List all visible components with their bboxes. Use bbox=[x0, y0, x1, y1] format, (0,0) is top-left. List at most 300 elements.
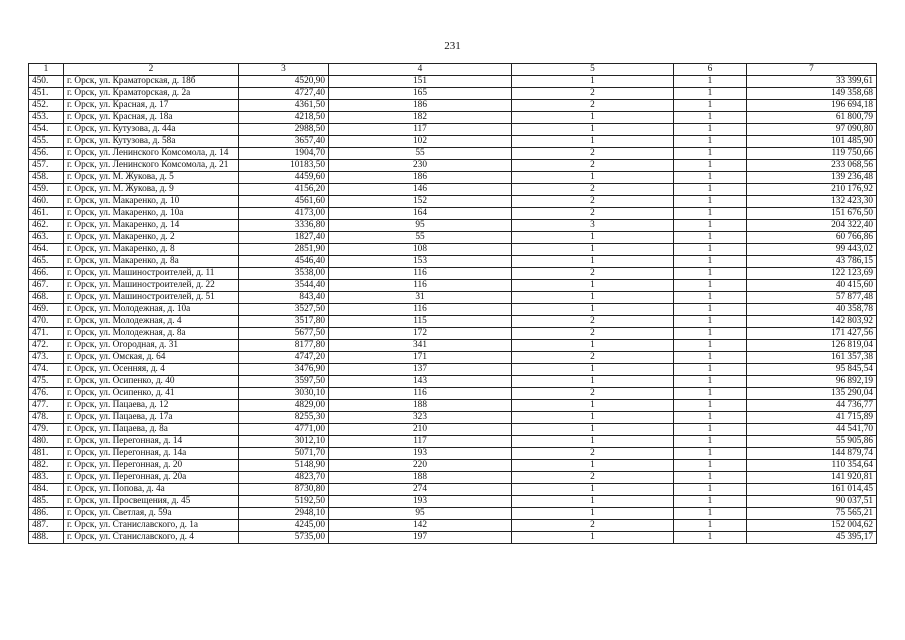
address-cell: г. Орск, ул. Просвещения, д. 45 bbox=[64, 496, 239, 508]
col-6-cell: 1 bbox=[674, 232, 747, 244]
table-row bbox=[29, 172, 877, 184]
header-col-4: 4 bbox=[329, 64, 512, 76]
table-row bbox=[29, 412, 877, 424]
col-6-cell: 1 bbox=[674, 484, 747, 496]
col-4-cell: 341 bbox=[329, 340, 512, 352]
col-7-cell: 132 423,30 bbox=[747, 196, 877, 208]
address-cell: г. Орск, ул. Краматорская, д. 2а bbox=[64, 88, 239, 100]
address-cell: г. Орск, ул. Красная, д. 18а bbox=[64, 112, 239, 124]
col-7-cell: 57 877,48 bbox=[747, 292, 877, 304]
col-6-cell: 1 bbox=[674, 400, 747, 412]
col-6-cell: 1 bbox=[674, 88, 747, 100]
col-5-cell: 1 bbox=[512, 412, 674, 424]
header-col-7: 7 bbox=[747, 64, 877, 76]
col-3-cell: 5071,70 bbox=[239, 448, 329, 460]
header-col-1: 1 bbox=[29, 64, 64, 76]
row-number-cell: 466. bbox=[29, 268, 64, 280]
row-number-cell: 470. bbox=[29, 316, 64, 328]
row-number-cell: 454. bbox=[29, 124, 64, 136]
address-cell: г. Орск, ул. Машиностроителей, д. 22 bbox=[64, 280, 239, 292]
col-6-cell: 1 bbox=[674, 460, 747, 472]
col-4-cell: 102 bbox=[329, 136, 512, 148]
row-number-cell: 477. bbox=[29, 400, 64, 412]
col-6-cell: 1 bbox=[674, 196, 747, 208]
col-4-cell: 153 bbox=[329, 256, 512, 268]
col-6-cell: 1 bbox=[674, 268, 747, 280]
col-6-cell: 1 bbox=[674, 100, 747, 112]
col-7-cell: 161 357,38 bbox=[747, 352, 877, 364]
col-3-cell: 4823,70 bbox=[239, 472, 329, 484]
address-cell: г. Орск, ул. М. Жукова, д. 5 bbox=[64, 172, 239, 184]
column-number-header-row bbox=[29, 64, 877, 76]
table-row bbox=[29, 424, 877, 436]
col-3-cell: 4561,60 bbox=[239, 196, 329, 208]
row-number-cell: 455. bbox=[29, 136, 64, 148]
row-number-cell: 451. bbox=[29, 88, 64, 100]
col-7-cell: 210 176,92 bbox=[747, 184, 877, 196]
table-row bbox=[29, 280, 877, 292]
col-5-cell: 1 bbox=[512, 172, 674, 184]
col-3-cell: 1827,40 bbox=[239, 232, 329, 244]
col-4-cell: 146 bbox=[329, 184, 512, 196]
address-cell: г. Орск, ул. Светлая, д. 59а bbox=[64, 508, 239, 520]
address-cell: г. Орск, ул. Макаренко, д. 8 bbox=[64, 244, 239, 256]
col-5-cell: 1 bbox=[512, 532, 674, 544]
address-cell: г. Орск, ул. Молодежная, д. 10а bbox=[64, 304, 239, 316]
address-cell: г. Орск, ул. Кутузова, д. 44а bbox=[64, 124, 239, 136]
col-5-cell: 2 bbox=[512, 184, 674, 196]
col-7-cell: 204 322,40 bbox=[747, 220, 877, 232]
col-6-cell: 1 bbox=[674, 412, 747, 424]
row-number-cell: 471. bbox=[29, 328, 64, 340]
col-3-cell: 4771,00 bbox=[239, 424, 329, 436]
col-6-cell: 1 bbox=[674, 208, 747, 220]
address-cell: г. Орск, ул. Перегонная, д. 14а bbox=[64, 448, 239, 460]
col-6-cell: 1 bbox=[674, 352, 747, 364]
table-row bbox=[29, 388, 877, 400]
col-5-cell: 1 bbox=[512, 232, 674, 244]
address-cell: г. Орск, ул. Перегонная, д. 14 bbox=[64, 436, 239, 448]
table-row bbox=[29, 472, 877, 484]
table-row bbox=[29, 436, 877, 448]
col-3-cell: 3012,10 bbox=[239, 436, 329, 448]
col-7-cell: 95 845,54 bbox=[747, 364, 877, 376]
col-4-cell: 188 bbox=[329, 472, 512, 484]
row-number-cell: 478. bbox=[29, 412, 64, 424]
col-7-cell: 33 399,61 bbox=[747, 76, 877, 88]
address-cell: г. Орск, ул. Краматорская, д. 18б bbox=[64, 76, 239, 88]
table-row bbox=[29, 400, 877, 412]
header-col-3: 3 bbox=[239, 64, 329, 76]
col-5-cell: 1 bbox=[512, 280, 674, 292]
row-number-cell: 486. bbox=[29, 508, 64, 520]
col-4-cell: 55 bbox=[329, 232, 512, 244]
col-3-cell: 4459,60 bbox=[239, 172, 329, 184]
col-3-cell: 5148,90 bbox=[239, 460, 329, 472]
address-cell: г. Орск, ул. Перегонная, д. 20 bbox=[64, 460, 239, 472]
col-6-cell: 1 bbox=[674, 136, 747, 148]
col-6-cell: 1 bbox=[674, 76, 747, 88]
col-3-cell: 4727,40 bbox=[239, 88, 329, 100]
col-3-cell: 4156,20 bbox=[239, 184, 329, 196]
address-cell: г. Орск, ул. Омская, д. 64 bbox=[64, 352, 239, 364]
col-5-cell: 1 bbox=[512, 508, 674, 520]
col-5-cell: 1 bbox=[512, 112, 674, 124]
col-3-cell: 4546,40 bbox=[239, 256, 329, 268]
table-row bbox=[29, 148, 877, 160]
col-4-cell: 95 bbox=[329, 508, 512, 520]
col-3-cell: 3476,90 bbox=[239, 364, 329, 376]
table-row bbox=[29, 256, 877, 268]
address-cell: г. Орск, ул. Машиностроителей, д. 11 bbox=[64, 268, 239, 280]
col-7-cell: 96 892,19 bbox=[747, 376, 877, 388]
address-cell: г. Орск, ул. Молодежная, д. 4 bbox=[64, 316, 239, 328]
col-5-cell: 2 bbox=[512, 208, 674, 220]
row-number-cell: 484. bbox=[29, 484, 64, 496]
col-6-cell: 1 bbox=[674, 508, 747, 520]
col-4-cell: 116 bbox=[329, 304, 512, 316]
col-3-cell: 3538,00 bbox=[239, 268, 329, 280]
col-5-cell: 1 bbox=[512, 304, 674, 316]
col-5-cell: 1 bbox=[512, 364, 674, 376]
address-cell: г. Орск, ул. Станиславского, д. 4 bbox=[64, 532, 239, 544]
col-7-cell: 135 290,04 bbox=[747, 388, 877, 400]
table-row bbox=[29, 100, 877, 112]
col-3-cell: 2948,10 bbox=[239, 508, 329, 520]
row-number-cell: 457. bbox=[29, 160, 64, 172]
row-number-cell: 462. bbox=[29, 220, 64, 232]
col-7-cell: 139 236,48 bbox=[747, 172, 877, 184]
col-4-cell: 55 bbox=[329, 148, 512, 160]
address-cell: г. Орск, ул. Макаренко, д. 10а bbox=[64, 208, 239, 220]
row-number-cell: 461. bbox=[29, 208, 64, 220]
address-cell: г. Орск, ул. Огородная, д. 31 bbox=[64, 340, 239, 352]
address-cell: г. Орск, ул. Кутузова, д. 58а bbox=[64, 136, 239, 148]
col-6-cell: 1 bbox=[674, 124, 747, 136]
col-7-cell: 61 800,79 bbox=[747, 112, 877, 124]
address-cell: г. Орск, ул. Осенняя, д. 4 bbox=[64, 364, 239, 376]
row-number-cell: 468. bbox=[29, 292, 64, 304]
col-4-cell: 142 bbox=[329, 520, 512, 532]
address-cell: г. Орск, ул. Макаренко, д. 8а bbox=[64, 256, 239, 268]
col-6-cell: 1 bbox=[674, 472, 747, 484]
col-6-cell: 1 bbox=[674, 364, 747, 376]
row-number-cell: 488. bbox=[29, 532, 64, 544]
address-cell: г. Орск, ул. Красная, д. 17 bbox=[64, 100, 239, 112]
col-7-cell: 75 565,21 bbox=[747, 508, 877, 520]
col-5-cell: 1 bbox=[512, 256, 674, 268]
col-4-cell: 116 bbox=[329, 388, 512, 400]
col-7-cell: 142 803,92 bbox=[747, 316, 877, 328]
col-3-cell: 5192,50 bbox=[239, 496, 329, 508]
header-col-5: 5 bbox=[512, 64, 674, 76]
table-row bbox=[29, 520, 877, 532]
table-row bbox=[29, 532, 877, 544]
col-7-cell: 44 541,70 bbox=[747, 424, 877, 436]
col-5-cell: 2 bbox=[512, 196, 674, 208]
table-row bbox=[29, 508, 877, 520]
row-number-cell: 460. bbox=[29, 196, 64, 208]
address-cell: г. Орск, ул. Пацаева, д. 8а bbox=[64, 424, 239, 436]
address-cell: г. Орск, ул. Попова, д. 4а bbox=[64, 484, 239, 496]
col-4-cell: 193 bbox=[329, 448, 512, 460]
col-7-cell: 40 358,78 bbox=[747, 304, 877, 316]
col-3-cell: 4361,50 bbox=[239, 100, 329, 112]
col-4-cell: 230 bbox=[329, 160, 512, 172]
col-5-cell: 1 bbox=[512, 460, 674, 472]
col-5-cell: 2 bbox=[512, 448, 674, 460]
row-number-cell: 473. bbox=[29, 352, 64, 364]
row-number-cell: 465. bbox=[29, 256, 64, 268]
col-7-cell: 44 736,77 bbox=[747, 400, 877, 412]
col-4-cell: 117 bbox=[329, 124, 512, 136]
row-number-cell: 450. bbox=[29, 76, 64, 88]
col-7-cell: 141 920,81 bbox=[747, 472, 877, 484]
col-3-cell: 4218,50 bbox=[239, 112, 329, 124]
col-6-cell: 1 bbox=[674, 292, 747, 304]
col-4-cell: 137 bbox=[329, 364, 512, 376]
col-4-cell: 186 bbox=[329, 172, 512, 184]
address-cell: г. Орск, ул. Машиностроителей, д. 51 bbox=[64, 292, 239, 304]
col-5-cell: 2 bbox=[512, 352, 674, 364]
table-row bbox=[29, 244, 877, 256]
col-6-cell: 1 bbox=[674, 184, 747, 196]
col-4-cell: 151 bbox=[329, 76, 512, 88]
col-4-cell: 164 bbox=[329, 208, 512, 220]
col-4-cell: 165 bbox=[329, 88, 512, 100]
table-row bbox=[29, 76, 877, 88]
col-6-cell: 1 bbox=[674, 256, 747, 268]
address-cell: г. Орск, ул. Осипенко, д. 40 bbox=[64, 376, 239, 388]
col-3-cell: 4520,90 bbox=[239, 76, 329, 88]
col-6-cell: 1 bbox=[674, 388, 747, 400]
address-cell: г. Орск, ул. Ленинского Комсомола, д. 21 bbox=[64, 160, 239, 172]
row-number-cell: 487. bbox=[29, 520, 64, 532]
col-6-cell: 1 bbox=[674, 340, 747, 352]
col-4-cell: 186 bbox=[329, 100, 512, 112]
col-7-cell: 101 485,90 bbox=[747, 136, 877, 148]
col-4-cell: 95 bbox=[329, 220, 512, 232]
col-5-cell: 1 bbox=[512, 124, 674, 136]
col-4-cell: 188 bbox=[329, 400, 512, 412]
col-3-cell: 4829,00 bbox=[239, 400, 329, 412]
address-cell: г. Орск, ул. Осипенко, д. 41 bbox=[64, 388, 239, 400]
col-5-cell: 2 bbox=[512, 316, 674, 328]
col-4-cell: 171 bbox=[329, 352, 512, 364]
col-6-cell: 1 bbox=[674, 220, 747, 232]
col-5-cell: 1 bbox=[512, 400, 674, 412]
col-4-cell: 152 bbox=[329, 196, 512, 208]
col-3-cell: 3336,80 bbox=[239, 220, 329, 232]
col-4-cell: 143 bbox=[329, 376, 512, 388]
col-7-cell: 151 676,50 bbox=[747, 208, 877, 220]
table-row bbox=[29, 208, 877, 220]
row-number-cell: 459. bbox=[29, 184, 64, 196]
row-number-cell: 483. bbox=[29, 472, 64, 484]
col-5-cell: 1 bbox=[512, 376, 674, 388]
table-row bbox=[29, 328, 877, 340]
address-cell: г. Орск, ул. Ленинского Комсомола, д. 14 bbox=[64, 148, 239, 160]
table-row bbox=[29, 352, 877, 364]
col-6-cell: 1 bbox=[674, 148, 747, 160]
col-7-cell: 45 395,17 bbox=[747, 532, 877, 544]
col-4-cell: 172 bbox=[329, 328, 512, 340]
col-5-cell: 2 bbox=[512, 268, 674, 280]
col-7-cell: 119 750,66 bbox=[747, 148, 877, 160]
col-3-cell: 8177,80 bbox=[239, 340, 329, 352]
row-number-cell: 480. bbox=[29, 436, 64, 448]
col-4-cell: 117 bbox=[329, 436, 512, 448]
row-number-cell: 467. bbox=[29, 280, 64, 292]
col-4-cell: 193 bbox=[329, 496, 512, 508]
table-row bbox=[29, 460, 877, 472]
col-4-cell: 197 bbox=[329, 532, 512, 544]
col-7-cell: 43 786,15 bbox=[747, 256, 877, 268]
col-7-cell: 110 354,64 bbox=[747, 460, 877, 472]
row-number-cell: 475. bbox=[29, 376, 64, 388]
row-number-cell: 456. bbox=[29, 148, 64, 160]
col-4-cell: 210 bbox=[329, 424, 512, 436]
col-4-cell: 108 bbox=[329, 244, 512, 256]
col-3-cell: 3544,40 bbox=[239, 280, 329, 292]
table-row bbox=[29, 160, 877, 172]
col-5-cell: 2 bbox=[512, 328, 674, 340]
col-5-cell: 1 bbox=[512, 496, 674, 508]
col-5-cell: 3 bbox=[512, 220, 674, 232]
row-number-cell: 481. bbox=[29, 448, 64, 460]
col-4-cell: 116 bbox=[329, 280, 512, 292]
col-6-cell: 1 bbox=[674, 448, 747, 460]
col-5-cell: 2 bbox=[512, 88, 674, 100]
row-number-cell: 453. bbox=[29, 112, 64, 124]
col-4-cell: 323 bbox=[329, 412, 512, 424]
table-row bbox=[29, 220, 877, 232]
row-number-cell: 485. bbox=[29, 496, 64, 508]
col-6-cell: 1 bbox=[674, 244, 747, 256]
col-5-cell: 1 bbox=[512, 424, 674, 436]
col-3-cell: 4173,00 bbox=[239, 208, 329, 220]
col-5-cell: 2 bbox=[512, 520, 674, 532]
col-7-cell: 171 427,56 bbox=[747, 328, 877, 340]
col-4-cell: 182 bbox=[329, 112, 512, 124]
col-5-cell: 1 bbox=[512, 244, 674, 256]
col-7-cell: 126 819,04 bbox=[747, 340, 877, 352]
col-5-cell: 2 bbox=[512, 472, 674, 484]
col-3-cell: 2851,90 bbox=[239, 244, 329, 256]
col-6-cell: 1 bbox=[674, 436, 747, 448]
table-row bbox=[29, 376, 877, 388]
col-3-cell: 8730,80 bbox=[239, 484, 329, 496]
col-7-cell: 41 715,89 bbox=[747, 412, 877, 424]
header-col-2: 2 bbox=[64, 64, 239, 76]
col-6-cell: 1 bbox=[674, 424, 747, 436]
table-row bbox=[29, 232, 877, 244]
table-row bbox=[29, 196, 877, 208]
col-7-cell: 40 415,60 bbox=[747, 280, 877, 292]
col-3-cell: 5735,00 bbox=[239, 532, 329, 544]
col-3-cell: 3657,40 bbox=[239, 136, 329, 148]
col-6-cell: 1 bbox=[674, 532, 747, 544]
address-cell: г. Орск, ул. Макаренко, д. 2 bbox=[64, 232, 239, 244]
col-4-cell: 274 bbox=[329, 484, 512, 496]
col-3-cell: 10183,50 bbox=[239, 160, 329, 172]
col-5-cell: 2 bbox=[512, 160, 674, 172]
col-3-cell: 5677,50 bbox=[239, 328, 329, 340]
col-7-cell: 60 766,86 bbox=[747, 232, 877, 244]
col-7-cell: 122 123,69 bbox=[747, 268, 877, 280]
address-cell: г. Орск, ул. Станиславского, д. 1а bbox=[64, 520, 239, 532]
address-cell: г. Орск, ул. Пацаева, д. 17а bbox=[64, 412, 239, 424]
address-cell: г. Орск, ул. Пацаева, д. 12 bbox=[64, 400, 239, 412]
col-5-cell: 1 bbox=[512, 484, 674, 496]
table-row bbox=[29, 112, 877, 124]
col-4-cell: 220 bbox=[329, 460, 512, 472]
row-number-cell: 472. bbox=[29, 340, 64, 352]
col-5-cell: 2 bbox=[512, 148, 674, 160]
col-3-cell: 3597,50 bbox=[239, 376, 329, 388]
address-cell: г. Орск, ул. Макаренко, д. 14 bbox=[64, 220, 239, 232]
row-number-cell: 452. bbox=[29, 100, 64, 112]
table-row bbox=[29, 268, 877, 280]
col-4-cell: 115 bbox=[329, 316, 512, 328]
page-number: 231 bbox=[444, 40, 461, 52]
col-6-cell: 1 bbox=[674, 280, 747, 292]
col-7-cell: 97 090,80 bbox=[747, 124, 877, 136]
col-7-cell: 149 358,68 bbox=[747, 88, 877, 100]
col-6-cell: 1 bbox=[674, 304, 747, 316]
address-cell: г. Орск, ул. М. Жукова, д. 9 bbox=[64, 184, 239, 196]
col-7-cell: 161 014,45 bbox=[747, 484, 877, 496]
table-row bbox=[29, 292, 877, 304]
table-row bbox=[29, 496, 877, 508]
row-number-cell: 474. bbox=[29, 364, 64, 376]
address-cell: г. Орск, ул. Молодежная, д. 8а bbox=[64, 328, 239, 340]
col-6-cell: 1 bbox=[674, 496, 747, 508]
col-3-cell: 4747,20 bbox=[239, 352, 329, 364]
table-row bbox=[29, 340, 877, 352]
row-number-cell: 464. bbox=[29, 244, 64, 256]
col-5-cell: 2 bbox=[512, 100, 674, 112]
table-row bbox=[29, 484, 877, 496]
table-row bbox=[29, 364, 877, 376]
col-3-cell: 8255,30 bbox=[239, 412, 329, 424]
col-3-cell: 2988,50 bbox=[239, 124, 329, 136]
col-7-cell: 233 068,56 bbox=[747, 160, 877, 172]
col-7-cell: 55 905,86 bbox=[747, 436, 877, 448]
col-6-cell: 1 bbox=[674, 172, 747, 184]
col-6-cell: 1 bbox=[674, 328, 747, 340]
col-7-cell: 99 443,02 bbox=[747, 244, 877, 256]
col-5-cell: 1 bbox=[512, 340, 674, 352]
col-6-cell: 1 bbox=[674, 160, 747, 172]
row-number-cell: 479. bbox=[29, 424, 64, 436]
col-4-cell: 116 bbox=[329, 268, 512, 280]
col-6-cell: 1 bbox=[674, 112, 747, 124]
col-6-cell: 1 bbox=[674, 316, 747, 328]
header-col-6: 6 bbox=[674, 64, 747, 76]
col-3-cell: 4245,00 bbox=[239, 520, 329, 532]
table-row bbox=[29, 88, 877, 100]
col-6-cell: 1 bbox=[674, 520, 747, 532]
address-cell: г. Орск, ул. Перегонная, д. 20а bbox=[64, 472, 239, 484]
col-3-cell: 1904,70 bbox=[239, 148, 329, 160]
table-row bbox=[29, 304, 877, 316]
table-row bbox=[29, 136, 877, 148]
col-7-cell: 90 037,51 bbox=[747, 496, 877, 508]
col-6-cell: 1 bbox=[674, 376, 747, 388]
col-7-cell: 152 004,62 bbox=[747, 520, 877, 532]
col-3-cell: 3517,80 bbox=[239, 316, 329, 328]
